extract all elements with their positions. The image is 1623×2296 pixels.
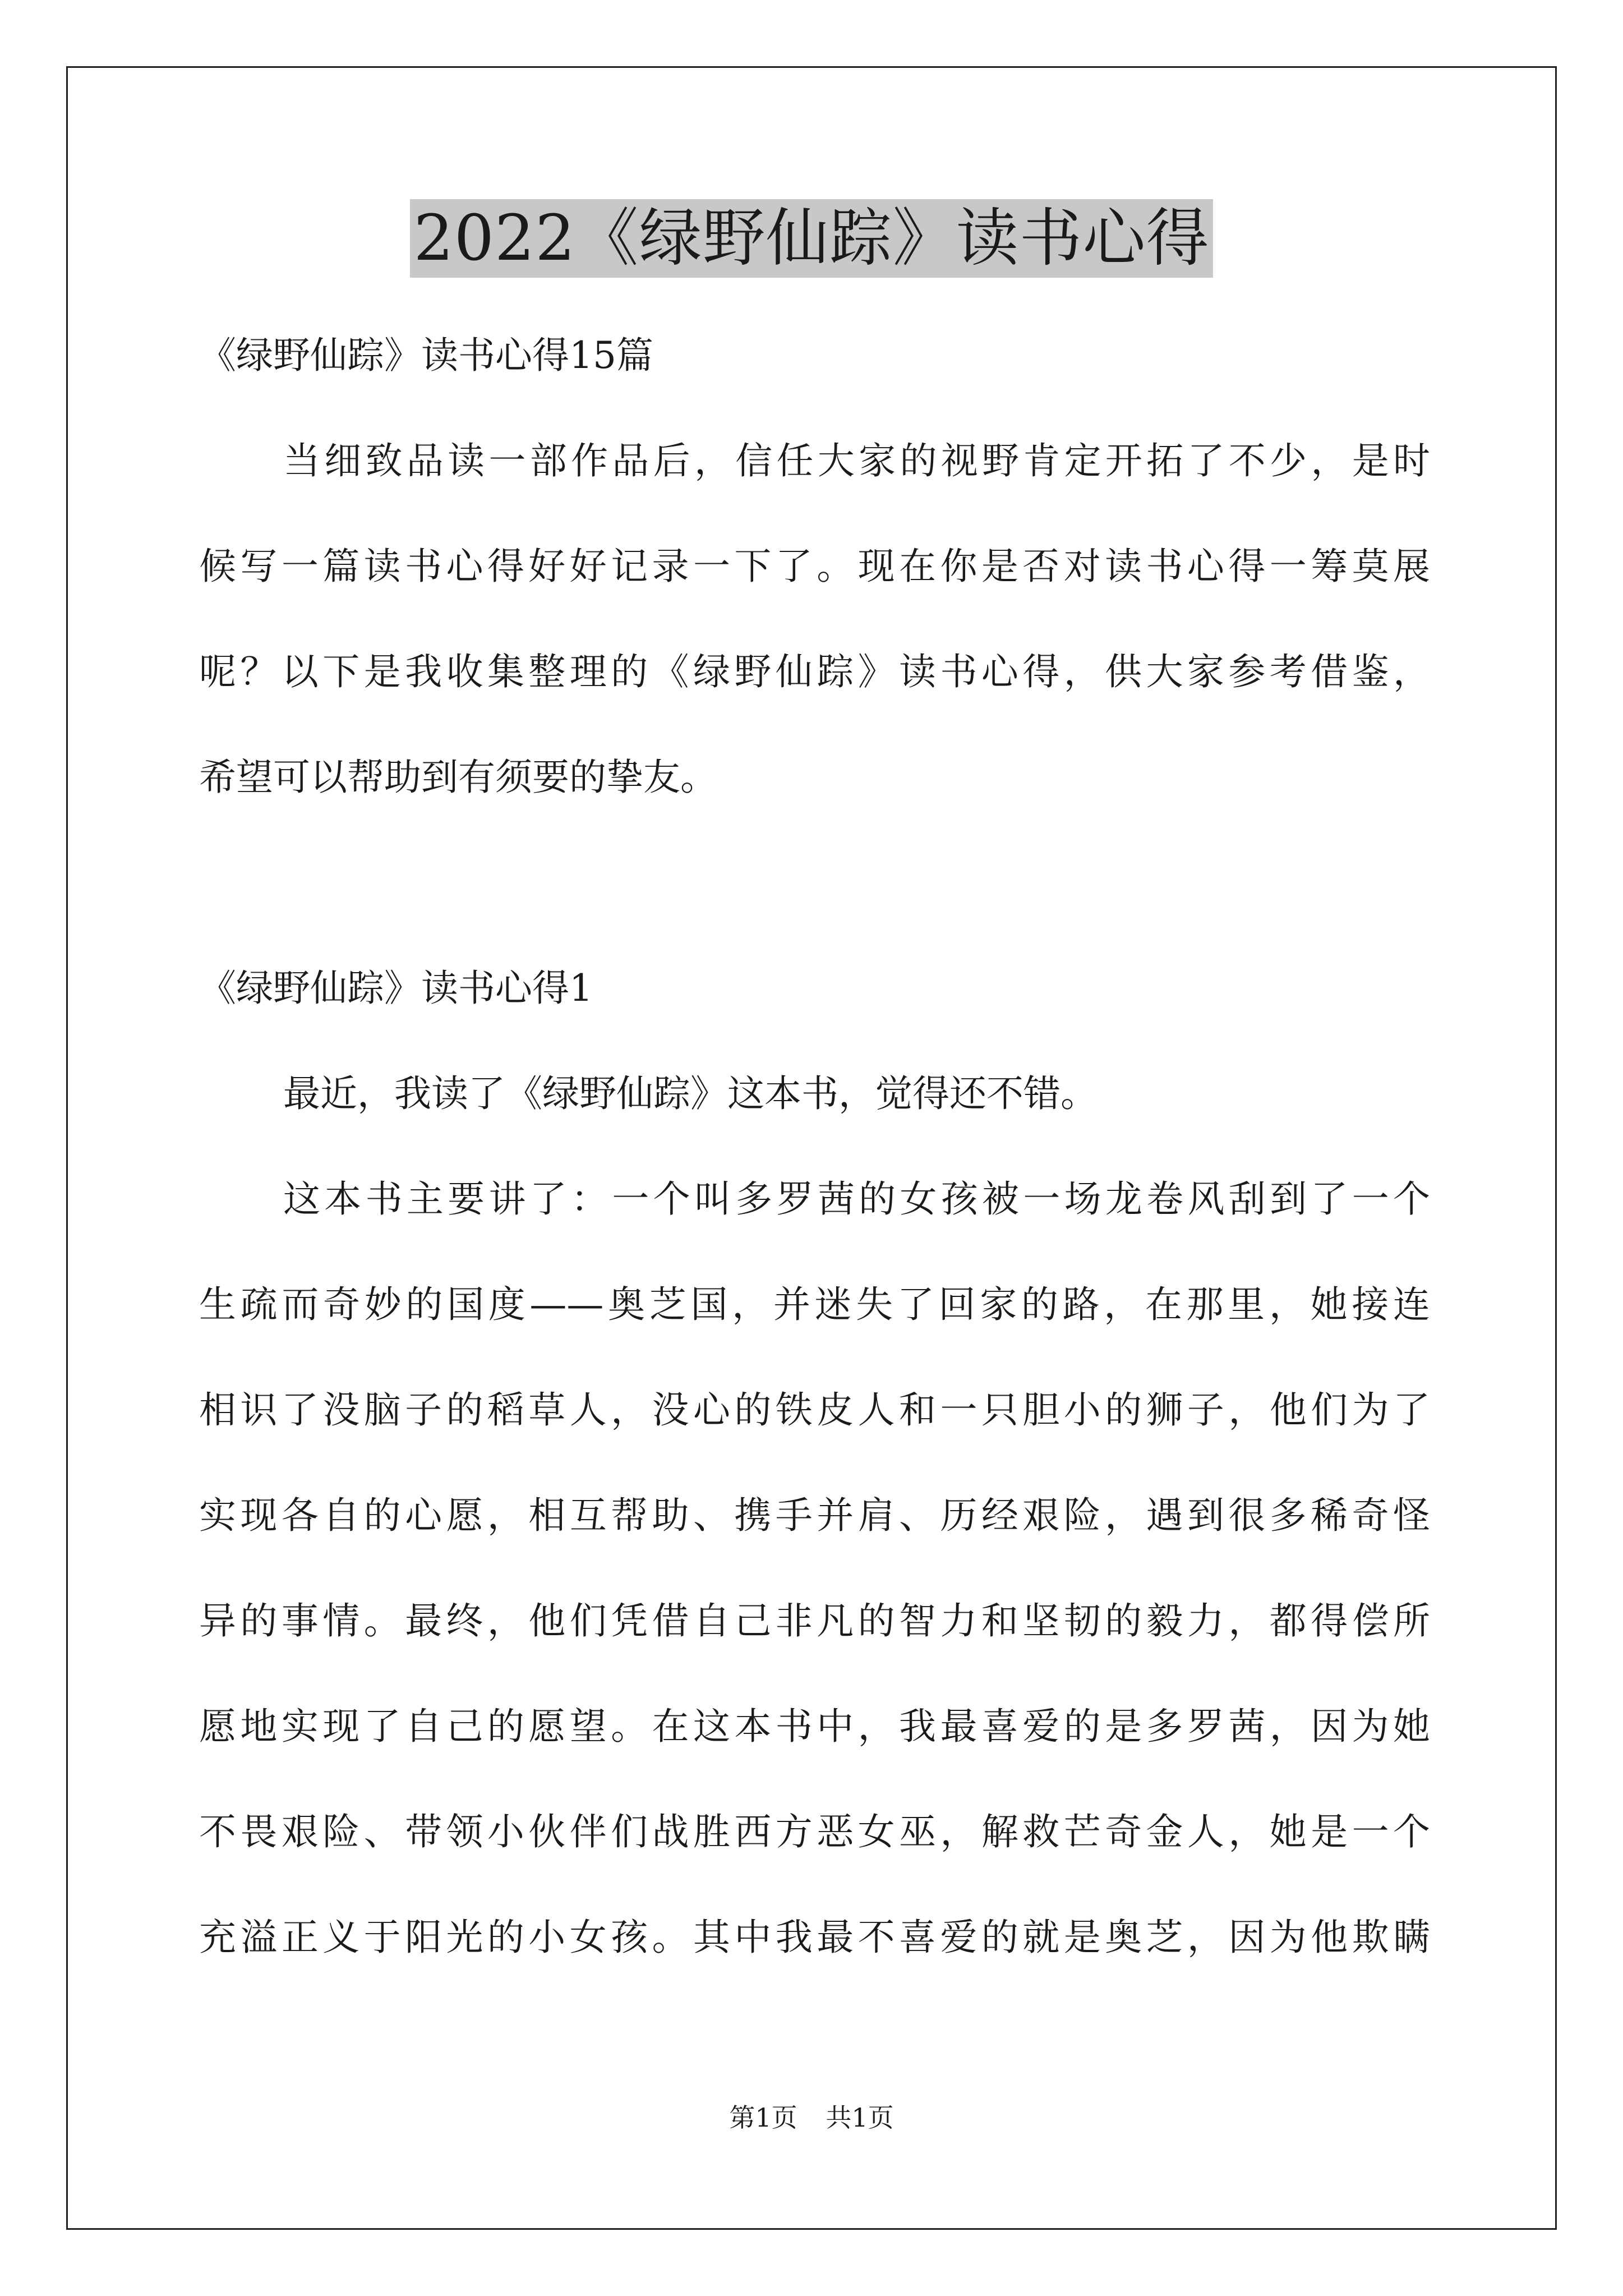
intro-line: 当细致品读一部作品后，信任大家的视野肯定开拓了不少，是时 (283, 439, 1430, 482)
document-body (199, 303, 1430, 1990)
page-number: 第1页 (729, 2102, 797, 2133)
paragraph-line: 生疏而奇妙的国度——奥芝国，并迷失了回家的路，在那里，她接连 (199, 1283, 1430, 1326)
page-total: 共1页 (826, 2102, 894, 2133)
paragraph-line: 实现各自的心愿，相互帮助、携手并肩、历经艰险，遇到很多稀奇怪 (199, 1494, 1430, 1537)
paragraph-line: 异的事情。最终，他们凭借自己非凡的智力和坚韧的毅力，都得偿所 (199, 1599, 1430, 1642)
paragraph-line: 不畏艰险、带领小伙伴们战胜西方恶女巫，解救芒奇金人，她是一个 (199, 1810, 1430, 1853)
page-footer (0, 2101, 1623, 2134)
title-container (0, 199, 1623, 278)
intro-line: 希望可以帮助到有须要的挚友。 (199, 756, 717, 799)
section-heading: 《绿野仙踪》读书心得1 (199, 967, 593, 1010)
subtitle: 《绿野仙踪》读书心得15篇 (199, 334, 653, 377)
intro-line: 候写一篇读书心得好好记录一下了。现在你是否对读书心得一筹莫展 (199, 545, 1430, 588)
paragraph-line: 最近，我读了《绿野仙踪》这本书，觉得还不错。 (283, 1072, 1098, 1115)
paragraph-line: 愿地实现了自己的愿望。在这本书中，我最喜爱的是多罗茜，因为她 (199, 1705, 1430, 1748)
document-title: 2022《绿野仙踪》读书心得 (410, 199, 1212, 278)
intro-line: 呢？以下是我收集整理的《绿野仙踪》读书心得，供大家参考借鉴， (199, 650, 1430, 693)
paragraph-line: 相识了没脑子的稻草人，没心的铁皮人和一只胆小的狮子，他们为了 (199, 1388, 1430, 1432)
section-spacer (199, 830, 1430, 936)
paragraph-line: 充溢正义于阳光的小女孩。其中我最不喜爱的就是奥芝，因为他欺瞒 (199, 1916, 1430, 1959)
paragraph-line: 这本书主要讲了：一个叫多罗茜的女孩被一场龙卷风刮到了一个 (283, 1177, 1430, 1221)
